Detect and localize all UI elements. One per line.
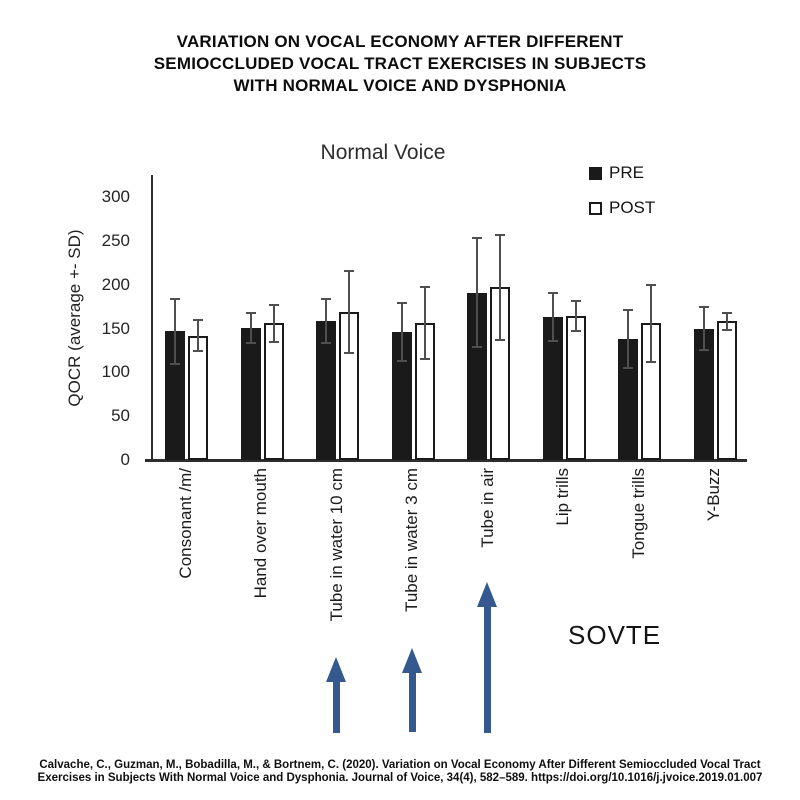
arrow-shaft xyxy=(409,671,416,732)
bar-post-y-buzz xyxy=(717,321,737,460)
pre-series-swatch-icon xyxy=(589,167,602,180)
error-cap-top xyxy=(699,306,709,308)
post-series-swatch-icon xyxy=(589,202,602,215)
x-axis-title: SOVTE xyxy=(568,620,662,650)
error-cap-bottom xyxy=(571,330,581,332)
bar-post-lip-trills xyxy=(566,316,586,460)
arrow-head-icon xyxy=(402,648,422,673)
arrow-head-icon xyxy=(477,582,497,607)
error-cap-bottom xyxy=(495,339,505,341)
citation-line-2: Exercises in Subjects With Normal Voice and Dysphonia. Journal of Voice, 34(4), 582–589. https://doi.org/10.1016/j.jvoice.2019.01.007 xyxy=(37,772,763,784)
error-cap-top xyxy=(246,312,256,314)
error-cap-top xyxy=(321,298,331,300)
error-cap-top xyxy=(344,270,354,272)
error-cap-bottom xyxy=(420,358,430,360)
error-bar-pre-tube-in-water-3-cm xyxy=(401,303,403,361)
y-tick-label-300: 300 xyxy=(101,187,130,207)
error-cap-bottom xyxy=(269,341,279,343)
figure-title xyxy=(0,31,800,97)
y-axis-title: QOCR (average +- SD) xyxy=(65,229,84,407)
legend-label-post: POST xyxy=(609,198,656,217)
error-cap-bottom xyxy=(699,349,709,351)
citation xyxy=(0,759,800,785)
error-cap-bottom xyxy=(170,363,180,365)
annotation-up-arrow-tube-in-water-3-cm xyxy=(402,648,423,732)
error-cap-bottom xyxy=(548,340,558,342)
error-cap-top xyxy=(623,309,633,311)
error-cap-top xyxy=(548,292,558,294)
error-bar-pre-tube-in-water-10-cm xyxy=(325,299,327,343)
legend-label-pre: PRE xyxy=(609,163,644,182)
annotation-up-arrow-tube-in-air xyxy=(477,582,498,733)
error-cap-bottom xyxy=(623,367,633,369)
x-category-label-consonant-m: Consonant /m/ xyxy=(175,468,195,579)
error-bar-post-tube-in-water-10-cm xyxy=(348,271,350,353)
error-bar-pre-y-buzz xyxy=(703,307,705,351)
error-cap-bottom xyxy=(246,342,256,344)
error-bar-post-consonant-m xyxy=(197,320,199,352)
figure-title-line-1: VARIATION ON VOCAL ECONOMY AFTER DIFFERENT xyxy=(176,32,624,51)
error-bar-post-tube-in-air xyxy=(499,235,501,340)
error-cap-bottom xyxy=(722,329,732,331)
error-bar-post-hand-over-mouth xyxy=(273,305,275,342)
error-bar-post-tube-in-water-3-cm xyxy=(424,287,426,359)
error-bar-pre-tube-in-air xyxy=(476,238,478,347)
y-axis-line xyxy=(151,175,153,462)
error-cap-top xyxy=(495,234,505,236)
bar-post-hand-over-mouth xyxy=(264,323,284,460)
error-bar-pre-tongue-trills xyxy=(627,310,629,368)
error-cap-top xyxy=(571,300,581,302)
error-cap-top xyxy=(420,286,430,288)
x-category-label-tongue-trills: Tongue trills xyxy=(628,468,648,559)
error-cap-top xyxy=(193,319,203,321)
y-tick-label-250: 250 xyxy=(101,230,130,250)
error-bar-post-lip-trills xyxy=(575,301,577,331)
error-bar-post-y-buzz xyxy=(726,313,728,331)
x-category-label-y-buzz: Y-Buzz xyxy=(704,468,723,522)
error-cap-top xyxy=(269,304,279,306)
error-cap-top xyxy=(472,237,482,239)
error-cap-top xyxy=(397,302,407,304)
x-category-label-tube-in-water-3-cm: Tube in water 3 cm xyxy=(402,468,421,612)
figure-title-line-3: WITH NORMAL VOICE AND DYSPHONIA xyxy=(233,76,567,95)
error-bar-post-tongue-trills xyxy=(650,285,652,362)
x-category-label-tube-in-air: Tube in air xyxy=(477,468,497,548)
error-cap-bottom xyxy=(321,342,331,344)
arrow-shaft xyxy=(484,605,491,733)
chart-title: Normal Voice xyxy=(320,141,446,164)
error-bar-pre-lip-trills xyxy=(552,293,554,340)
legend xyxy=(589,163,655,233)
citation-line-1: Calvache, C., Guzman, M., Bobadilla, M., & Bortnem, C. (2020). Variation on Vocal Economy After Different Semioccluded Vocal Tract xyxy=(39,759,761,771)
error-cap-bottom xyxy=(193,350,203,352)
error-cap-bottom xyxy=(344,352,354,354)
error-cap-bottom xyxy=(646,361,656,363)
arrow-shaft xyxy=(333,680,340,733)
bar-pre-hand-over-mouth xyxy=(241,328,261,460)
y-tick-label-0: 0 xyxy=(120,450,130,469)
y-tick-label-50: 50 xyxy=(111,406,130,426)
x-category-label-lip-trills: Lip trills xyxy=(553,468,572,526)
figure-title-line-2: SEMIOCCLUDED VOCAL TRACT EXERCISES IN SUBJECTS xyxy=(153,54,647,73)
error-cap-top xyxy=(646,284,656,286)
x-category-label-hand-over-mouth: Hand over mouth xyxy=(251,468,270,599)
error-cap-bottom xyxy=(397,360,407,362)
error-cap-top xyxy=(722,312,732,314)
y-tick-label-200: 200 xyxy=(101,274,130,294)
x-category-label-tube-in-water-10-cm: Tube in water 10 cm xyxy=(326,468,346,622)
legend-item-post xyxy=(589,198,655,218)
arrow-head-icon xyxy=(326,657,346,682)
error-bar-pre-hand-over-mouth xyxy=(250,313,252,343)
error-cap-bottom xyxy=(472,346,482,348)
bar-post-consonant-m xyxy=(188,336,208,460)
y-tick-label-150: 150 xyxy=(101,318,130,338)
error-bar-pre-consonant-m xyxy=(174,299,176,364)
annotation-up-arrow-tube-in-water-10-cm xyxy=(326,657,347,733)
y-tick-label-100: 100 xyxy=(101,362,130,382)
legend-item-pre xyxy=(589,163,655,183)
error-cap-top xyxy=(170,298,180,300)
